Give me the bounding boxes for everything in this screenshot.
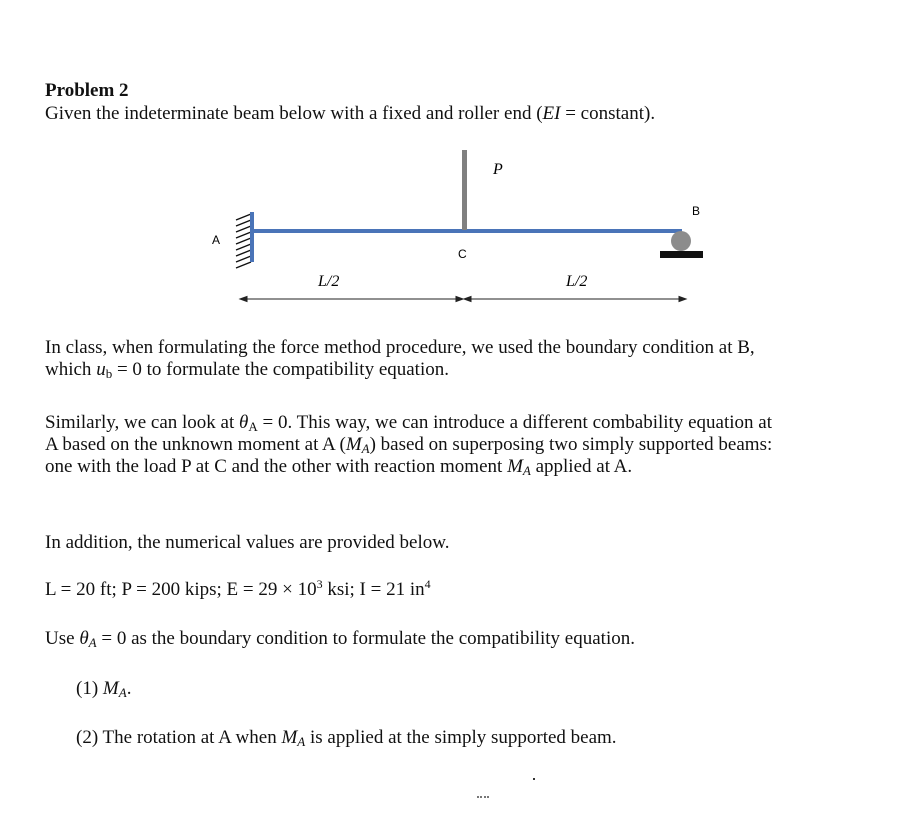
label-half-right: L/2 xyxy=(566,273,588,290)
scan-dot xyxy=(533,778,535,780)
point-load-p xyxy=(462,150,467,230)
label-c: C xyxy=(458,247,467,261)
numerical-values: L = 20 ft; P = 200 kips; $E = 29 \times 10^3$ ksi; I = 21 $in^4$ xyxy=(45,577,431,600)
label-half-left: L/2 xyxy=(318,273,340,290)
problem-intro: Given the indeterminate beam below with a fixed and roller end (EI = constant). xyxy=(45,103,656,124)
para2-line2: A based on the unknown moment at A $(M_A)$ based on superposing two simply supported beams: xyxy=(45,434,773,456)
beam-diagram xyxy=(0,140,913,315)
label-p: P xyxy=(493,161,503,178)
para2-line3: one with the load P at C and the other with reaction moment $M_A$ applied at A. xyxy=(45,456,633,478)
fixed-wall-a xyxy=(250,212,254,262)
use-boundary-line: Use $\theta_A = 0$ as the boundary condition to formulate the compatibility equation. xyxy=(45,628,635,650)
fixed-support-a xyxy=(236,214,251,268)
para3-line: In addition, the numerical values are provided below. xyxy=(45,532,450,553)
item-2: (2) The rotation at A when $M_A$ is applied at the simply supported beam. xyxy=(76,727,617,749)
dimension-line xyxy=(240,297,686,302)
roller-base-b xyxy=(660,251,703,258)
problem-title: Problem 2 xyxy=(45,80,129,101)
roller-support-b xyxy=(671,231,691,251)
scan-dots xyxy=(477,796,489,800)
para2-line1: Similarly, we can look at $\theta_A = 0$. This way, we can introduce a different combability equation at xyxy=(45,412,772,434)
para1-line2: which $u_b = 0$ to formulate the compatibility equation. xyxy=(45,359,449,381)
para1-line1: In class, when formulating the force method procedure, we used the boundary condition at B, xyxy=(45,337,755,358)
label-a: A xyxy=(212,233,221,247)
label-b: B xyxy=(692,204,701,218)
item-1: (1) $M_A$. xyxy=(76,678,132,700)
